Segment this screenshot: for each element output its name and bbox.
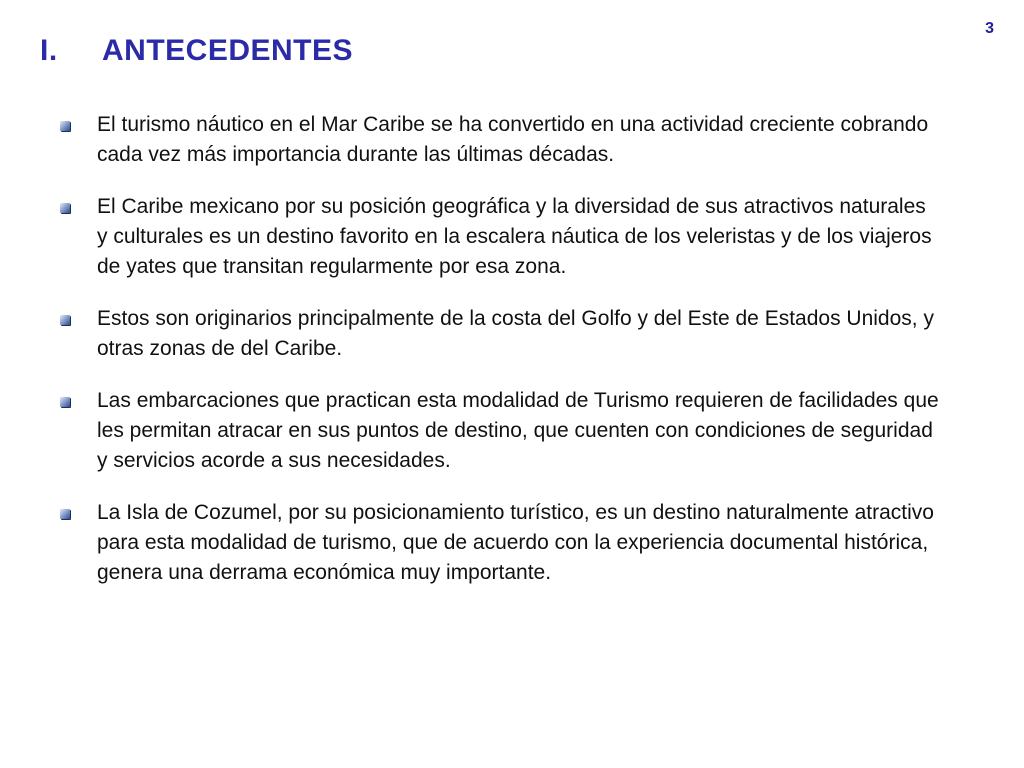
list-item	[60, 110, 940, 170]
list-item	[60, 386, 940, 476]
list-item	[60, 192, 940, 282]
bullet-text: La Isla de Cozumel, por su posicionamiento turístico, es un destino naturalmente atractivo para esta modalidad de turismo, que de acuerdo con la experiencia documental histórica, genera una derrama económica muy importante.	[97, 501, 934, 584]
square-bullet-icon	[60, 121, 70, 131]
page-number: 3	[985, 20, 994, 37]
square-bullet-icon	[60, 315, 70, 325]
bullet-text: Estos son originarios principalmente de la costa del Golfo y del Este de Estados Unidos, y otras zonas de del Caribe.	[97, 307, 934, 360]
bullet-list	[60, 110, 940, 610]
bullet-text: El Caribe mexicano por su posición geográfica y la diversidad de sus atractivos naturales y culturales es un destino favorito en la escalera náutica de los veleristas y de los viajeros de yates que transitan regularmente por esa zona.	[97, 195, 932, 278]
square-bullet-icon	[60, 397, 70, 407]
list-item	[60, 304, 940, 364]
bullet-text: El turismo náutico en el Mar Caribe se ha convertido en una actividad creciente cobrando cada vez más importancia durante las últimas décadas.	[97, 113, 929, 166]
list-item	[60, 498, 940, 588]
title-text: ANTECEDENTES	[102, 34, 354, 67]
bullet-text: Las embarcaciones que practican esta modalidad de Turismo requieren de facilidades que les permitan atracar en sus puntos de destino, que cuenten con condiciones de seguridad y servicios acorde a sus necesidades.	[97, 389, 939, 472]
square-bullet-icon	[60, 203, 70, 213]
page-title	[40, 34, 353, 68]
square-bullet-icon	[60, 509, 70, 519]
title-numeral: I.	[40, 34, 58, 67]
